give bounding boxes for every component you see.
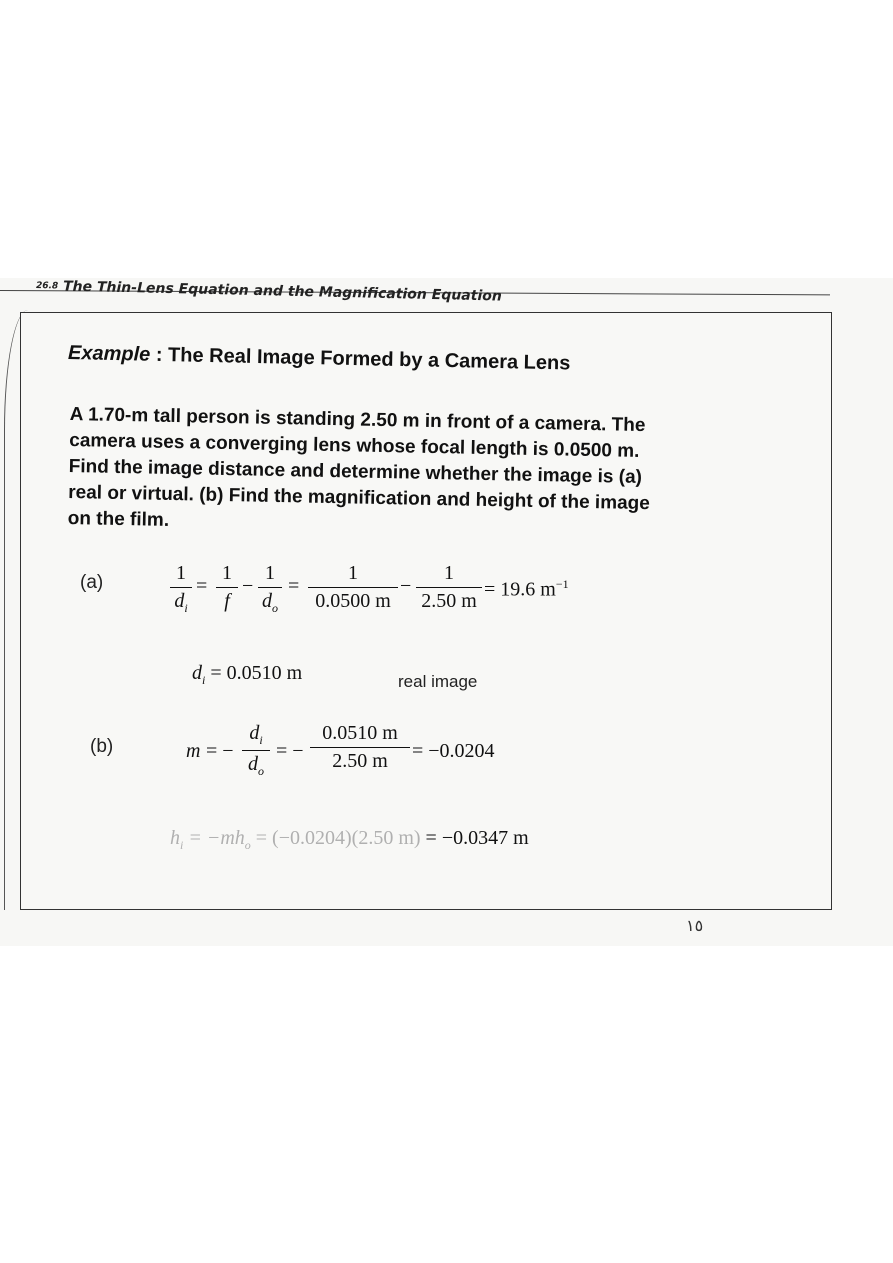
height-expr: = (−0.0204)(2.50 m)	[255, 827, 421, 849]
problem-line: A 1.70-m tall person is standing 2.50 m in front of a camera. The	[69, 403, 646, 437]
section-title: The Thin-Lens Equation and the Magnification Equation	[62, 278, 502, 305]
bottom-margin	[0, 946, 893, 1263]
example-label: Example	[67, 342, 151, 366]
di-result: $d_i = 0.0510$ m	[192, 662, 303, 687]
problem-line: real or virtual. (b) Find the magnification and height of the image	[68, 481, 651, 515]
image-type-label: real image	[398, 672, 478, 691]
problem-line: Find the image distance and determine whether the image is (a)	[68, 455, 643, 488]
section-number: 26.8	[35, 281, 59, 292]
equals-minus: = −	[206, 740, 234, 762]
frac-1-over-do: 1 $d_o$	[258, 562, 282, 616]
part-a-label: (a)	[80, 572, 104, 593]
frac-di-value-over-do-value: 0.0510 m 2.50 m	[310, 722, 410, 773]
equals-sign: =	[288, 575, 300, 597]
minus-sign: −	[242, 575, 254, 597]
m-result: = −0.0204	[412, 740, 495, 762]
problem-line: on the film.	[67, 507, 170, 531]
height-result: = −0.0347 m	[425, 827, 529, 849]
part-b-label: (b)	[90, 736, 114, 757]
height-lhs: $h_i$	[170, 827, 184, 852]
frac-1-over-di: 1 $d_i$	[170, 562, 192, 616]
frac-1-over-f-value: 1 0.0500 m	[308, 562, 398, 613]
height-equation	[170, 827, 529, 853]
equals-minus: = −	[276, 740, 304, 762]
example-title: The Real Image Formed by a Camera Lens	[167, 344, 571, 375]
frac-1-over-do-value: 1 2.50 m	[416, 562, 482, 613]
problem-line: camera uses a converging lens whose focal length is 0.0500 m.	[69, 429, 640, 462]
equals-sign: =	[196, 575, 208, 597]
minus-sign: −	[400, 575, 412, 597]
example-colon: :	[155, 343, 163, 366]
page-number: ١٥	[686, 918, 704, 935]
height-mid: = $-mh_o$	[188, 827, 251, 852]
frac-di-over-do: $d_i$ $d_o$	[242, 722, 270, 779]
problem-statement	[68, 402, 720, 544]
top-margin	[0, 0, 893, 278]
part-a-result: = 19.6 $m^{-1}$	[484, 577, 569, 601]
m-symbol: m	[186, 740, 201, 762]
frac-1-over-f: 1 f	[216, 562, 238, 613]
